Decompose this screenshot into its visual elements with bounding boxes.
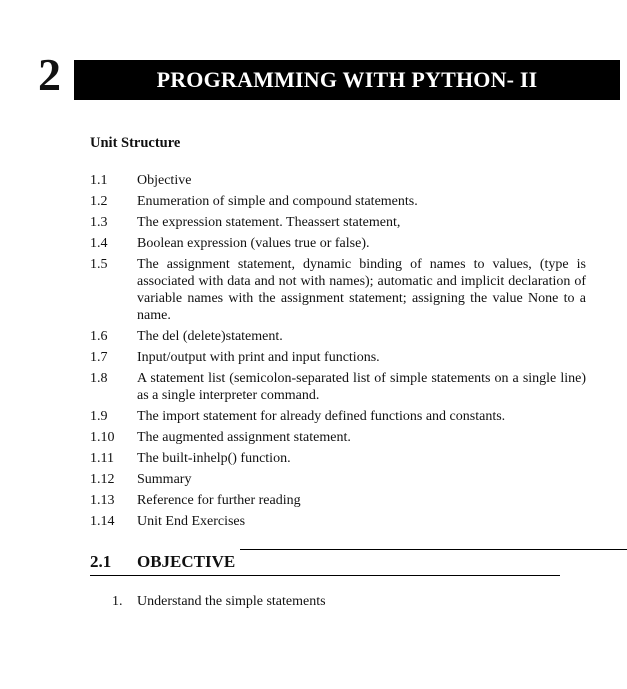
toc-item-text: A statement list (semicolon-separated list of simple statements on a single line) as a single interpreter command. [137, 371, 586, 403]
toc-item-text: The import statement for already defined functions and constants. [137, 409, 506, 424]
toc-item [90, 408, 586, 425]
toc-item [90, 513, 586, 530]
toc-item-number: 1.2 [90, 194, 108, 209]
chapter-title: PROGRAMMING WITH PYTHON- II [156, 67, 538, 92]
toc-item-text: Unit End Exercises [137, 514, 246, 529]
toc-item [90, 471, 586, 488]
objective-list-item [112, 594, 326, 610]
toc-item-text: The assignment statement, dynamic binding of names to values, (type is associated with data and not with names); automatic and implicit declaration of variable names with the assignment statement; assigning the value None to a name. [137, 257, 586, 323]
toc-item-number: 1.1 [90, 173, 108, 188]
objective-number: 1. [112, 594, 123, 609]
toc-item [90, 492, 586, 509]
toc-item [90, 214, 586, 231]
chapter-title-banner [74, 60, 620, 100]
toc-item [90, 429, 586, 446]
toc-item-number: 1.7 [90, 350, 108, 365]
toc-item-number: 1.13 [90, 493, 115, 508]
toc-item-text: Enumeration of simple and compound statements. [137, 194, 418, 209]
toc-item [90, 193, 586, 210]
toc-item-text: The del (delete)statement. [137, 329, 283, 344]
toc-item [90, 370, 586, 404]
toc-item-number: 1.3 [90, 215, 108, 230]
toc-item [90, 256, 586, 324]
toc-item-text: Reference for further reading [137, 493, 301, 508]
section-title: OBJECTIVE [137, 552, 236, 571]
toc-item-text: The expression statement. Theassert statement, [137, 215, 401, 230]
toc-item-number: 1.4 [90, 236, 108, 251]
toc-item-number: 1.6 [90, 329, 108, 344]
section-divider-line [240, 549, 627, 550]
toc-item-number: 1.12 [90, 472, 115, 487]
toc-item [90, 450, 586, 467]
section-heading [90, 552, 560, 576]
toc-item-text: Boolean expression (values true or false). [137, 236, 370, 251]
toc-item-text: Summary [137, 472, 192, 487]
unit-structure-list [90, 172, 586, 534]
toc-item-number: 1.8 [90, 371, 108, 386]
toc-item-text: Objective [137, 173, 192, 188]
toc-item-text: Input/output with print and input functions. [137, 350, 380, 365]
toc-item-number: 1.9 [90, 409, 108, 424]
toc-item-number: 1.11 [90, 451, 114, 466]
chapter-number: 2 [38, 49, 61, 100]
toc-item-number: 1.10 [90, 430, 115, 445]
objective-text: Understand the simple statements [137, 594, 326, 609]
toc-item [90, 172, 586, 189]
toc-item-text: The built-inhelp() function. [137, 451, 291, 466]
toc-item [90, 328, 586, 345]
toc-item [90, 349, 586, 366]
unit-structure-heading: Unit Structure [90, 135, 181, 151]
toc-item-number: 1.14 [90, 514, 115, 529]
toc-item [90, 235, 586, 252]
toc-item-text: The augmented assignment statement. [137, 430, 351, 445]
toc-item-number: 1.5 [90, 257, 108, 272]
section-number: 2.1 [90, 552, 112, 571]
